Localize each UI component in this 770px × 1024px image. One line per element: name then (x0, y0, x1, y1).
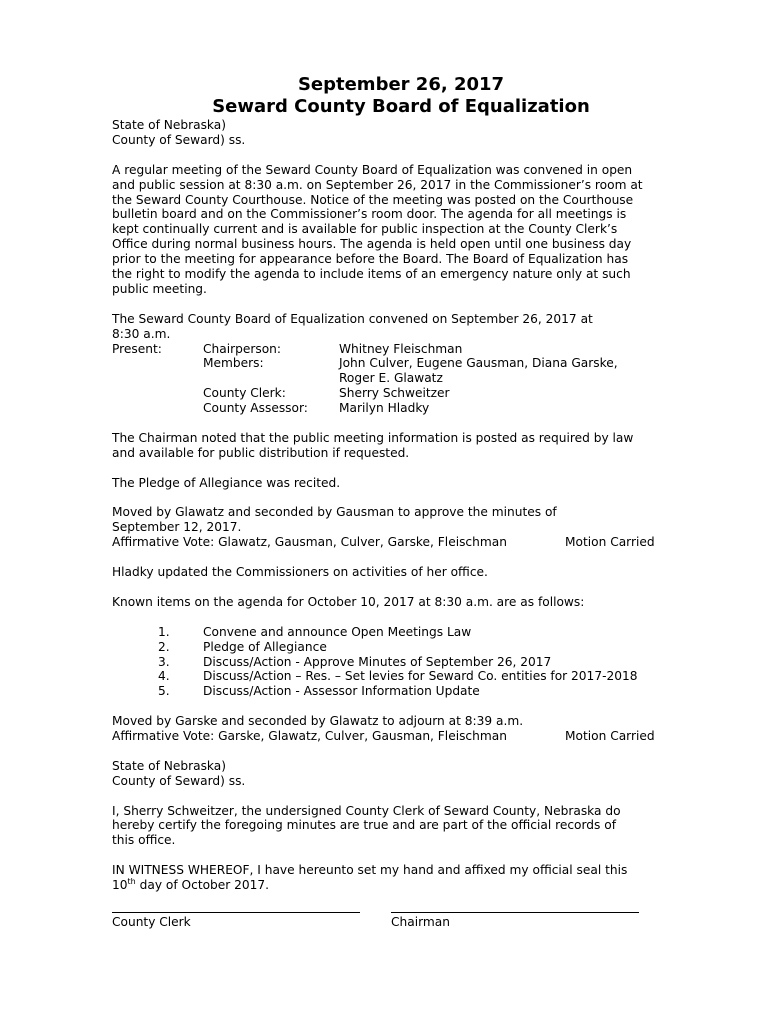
agenda-item-number: 4. (158, 669, 170, 684)
chairman-signature-label: Chairman (391, 915, 450, 929)
minutes-document (112, 74, 692, 893)
motion-line: Moved by Glawatz and seconded by Gausman to approve the minutes of (112, 505, 557, 520)
clerk-signature-line (112, 898, 360, 913)
members-names-continued: Roger E. Glawatz (339, 371, 443, 386)
assessor-label: County Assessor: (203, 401, 308, 416)
board-name: Seward County Board of Equalization (212, 96, 590, 117)
intro-line: Office during normal business hours. The agenda is held open until one business day (112, 237, 632, 252)
agenda-item (112, 655, 692, 670)
witness-line: IN WITNESS WHEREOF, I have hereunto set my hand and affixed my official seal this (112, 863, 628, 878)
certification-line: this office. (112, 833, 176, 848)
agenda-list (112, 625, 692, 700)
clerk-label: County Clerk: (203, 386, 286, 401)
agenda-item-text: Discuss/Action - Approve Minutes of September 26, 2017 (203, 654, 552, 669)
chairman-signature-block (391, 898, 639, 930)
motion-result: Motion Carried (565, 535, 655, 550)
intro-line: and public session at 8:30 a.m. on September 26, 2017 in the Commissioner’s room at (112, 177, 643, 192)
convened-paragraph (112, 312, 692, 342)
attendance-table (112, 342, 692, 417)
witness-day-suffix: th (127, 876, 136, 886)
venue-county: County of Seward) ss. (112, 132, 246, 147)
clerk-signature-block (112, 898, 360, 930)
motion-result: Motion Carried (565, 729, 655, 744)
witness-date-rest: day of October 2017. (135, 878, 270, 893)
venue-state: State of Nebraska) (112, 118, 227, 132)
agenda-item-number: 5. (158, 684, 170, 699)
intro-line: bulletin board and on the Commissioner’s room door. The agenda for all meetings is (112, 207, 627, 222)
assessor-update-paragraph: Hladky updated the Commissioners on activities of her office. (112, 565, 488, 580)
agenda-item (112, 640, 692, 655)
motion-approve-minutes (112, 505, 692, 550)
venue-block (112, 118, 692, 148)
affirmative-vote: Affirmative Vote: Garske, Glawatz, Culver, Gausman, Fleischman (112, 729, 507, 744)
intro-line: kept continually current and is available for public inspection at the County Clerk’s (112, 222, 618, 237)
agenda-item-text: Discuss/Action – Res. – Set levies for Seward Co. entities for 2017-2018 (203, 669, 638, 684)
affirmative-vote: Affirmative Vote: Glawatz, Gausman, Culver, Garske, Fleischman (112, 535, 507, 550)
witness-date-line (112, 878, 692, 893)
notice-paragraph (112, 431, 692, 461)
agenda-item-number: 1. (158, 624, 170, 639)
agenda-item-number: 2. (158, 639, 170, 654)
signature-area (112, 898, 642, 938)
venue-county: County of Seward) ss. (112, 773, 246, 788)
chairman-signature-line (391, 898, 639, 913)
intro-paragraph (112, 163, 692, 297)
document-title (111, 74, 691, 118)
agenda-item-text: Convene and announce Open Meetings Law (203, 624, 472, 639)
pledge-paragraph: The Pledge of Allegiance was recited. (112, 475, 341, 490)
witness-day: 10 (112, 878, 128, 893)
notice-line: and available for public distribution if requested. (112, 445, 410, 460)
notice-line: The Chairman noted that the public meeting information is posted as required by law (112, 430, 634, 445)
chairperson-label: Chairperson: (203, 341, 281, 356)
agenda-item (112, 625, 692, 640)
convened-line: 8:30 a.m. (112, 326, 171, 341)
meeting-date: September 26, 2017 (297, 74, 505, 95)
motion-adjourn (112, 714, 692, 744)
certification-line: hereby certify the foregoing minutes are true and are part of the official records of (112, 818, 616, 833)
agenda-item (112, 669, 692, 684)
agenda-item-number: 3. (158, 654, 170, 669)
assessor-name: Marilyn Hladky (339, 401, 430, 416)
certification-line: I, Sherry Schweitzer, the undersigned County Clerk of Seward County, Nebraska do (112, 803, 621, 818)
agenda-intro: Known items on the agenda for October 10, 2017 at 8:30 a.m. are as follows: (112, 594, 585, 609)
venue-state: State of Nebraska) (112, 758, 227, 773)
present-label: Present: (112, 341, 162, 356)
venue-block-certification (112, 759, 692, 789)
vote-row (112, 535, 692, 550)
motion-line: September 12, 2017. (112, 520, 242, 535)
convened-line: The Seward County Board of Equalization convened on September 26, 2017 at (112, 311, 593, 326)
clerk-name: Sherry Schweitzer (339, 386, 450, 401)
agenda-item-text: Pledge of Allegiance (203, 639, 327, 654)
agenda-item-text: Discuss/Action - Assessor Information Update (203, 684, 480, 699)
chairperson-name: Whitney Fleischman (339, 341, 463, 356)
intro-line: the right to modify the agenda to include items of an emergency nature only at such (112, 267, 631, 282)
witness-paragraph (112, 863, 692, 893)
agenda-item (112, 684, 692, 699)
intro-line: prior to the meeting for appearance before the Board. The Board of Equalization has (112, 252, 629, 267)
intro-line: the Seward County Courthouse. Notice of the meeting was posted on the Courthouse (112, 192, 634, 207)
intro-line: public meeting. (112, 281, 207, 296)
clerk-signature-label: County Clerk (112, 915, 191, 929)
certification-paragraph (112, 804, 692, 849)
intro-line: A regular meeting of the Seward County Board of Equalization was convened in open (112, 162, 633, 177)
vote-row (112, 729, 692, 744)
motion-line: Moved by Garske and seconded by Glawatz to adjourn at 8:39 a.m. (112, 714, 524, 729)
members-label: Members: (203, 356, 264, 371)
members-names: John Culver, Eugene Gausman, Diana Garske, (339, 356, 618, 371)
